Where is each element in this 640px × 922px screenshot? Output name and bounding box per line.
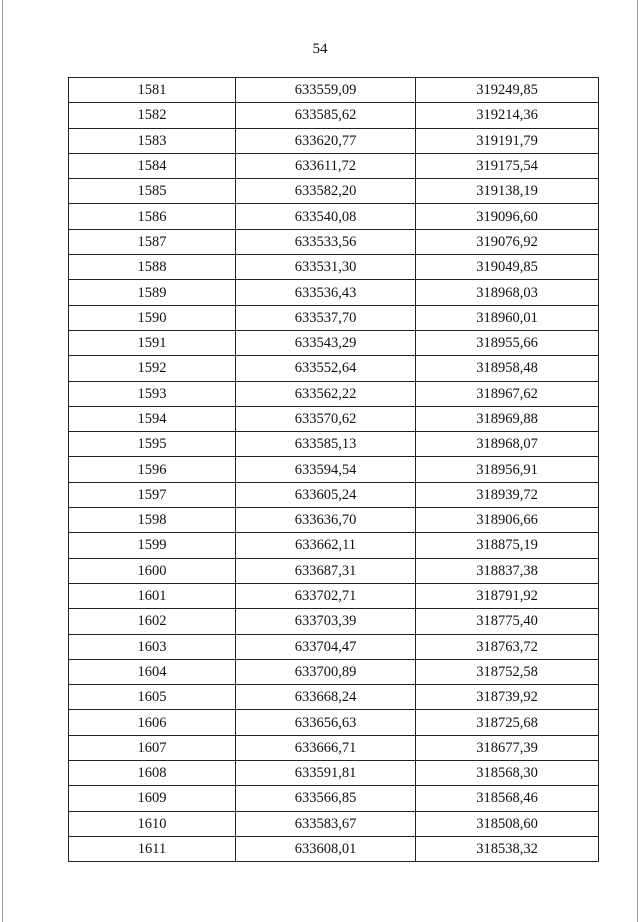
x-coordinate-cell: 633533,56 xyxy=(236,229,416,254)
table-row xyxy=(69,533,599,558)
y-coordinate-cell: 318752,58 xyxy=(416,659,599,684)
point-number-cell: 1604 xyxy=(69,659,236,684)
x-coordinate-cell: 633537,70 xyxy=(236,305,416,330)
point-number-cell: 1606 xyxy=(69,710,236,735)
point-number-cell: 1581 xyxy=(69,78,236,103)
y-coordinate-cell: 318969,88 xyxy=(416,406,599,431)
table-row xyxy=(69,330,599,355)
y-coordinate-cell: 318968,03 xyxy=(416,280,599,305)
table-row xyxy=(69,811,599,836)
point-number-cell: 1598 xyxy=(69,508,236,533)
x-coordinate-cell: 633585,13 xyxy=(236,432,416,457)
y-coordinate-cell: 318508,60 xyxy=(416,811,599,836)
table-row xyxy=(69,761,599,786)
point-number-cell: 1599 xyxy=(69,533,236,558)
x-coordinate-cell: 633662,11 xyxy=(236,533,416,558)
y-coordinate-cell: 318568,46 xyxy=(416,786,599,811)
table-row xyxy=(69,836,599,861)
y-coordinate-cell: 318960,01 xyxy=(416,305,599,330)
y-coordinate-cell: 319175,54 xyxy=(416,153,599,178)
y-coordinate-cell: 318875,19 xyxy=(416,533,599,558)
y-coordinate-cell: 319096,60 xyxy=(416,204,599,229)
x-coordinate-cell: 633700,89 xyxy=(236,659,416,684)
x-coordinate-cell: 633559,09 xyxy=(236,78,416,103)
point-number-cell: 1588 xyxy=(69,255,236,280)
x-coordinate-cell: 633583,67 xyxy=(236,811,416,836)
x-coordinate-cell: 633620,77 xyxy=(236,128,416,153)
point-number-cell: 1602 xyxy=(69,609,236,634)
x-coordinate-cell: 633702,71 xyxy=(236,583,416,608)
y-coordinate-cell: 319049,85 xyxy=(416,255,599,280)
table-row xyxy=(69,634,599,659)
point-number-cell: 1583 xyxy=(69,128,236,153)
table-row xyxy=(69,128,599,153)
table-row xyxy=(69,204,599,229)
y-coordinate-cell: 318677,39 xyxy=(416,735,599,760)
x-coordinate-cell: 633703,39 xyxy=(236,609,416,634)
point-number-cell: 1587 xyxy=(69,229,236,254)
table-row xyxy=(69,457,599,482)
x-coordinate-cell: 633540,08 xyxy=(236,204,416,229)
point-number-cell: 1607 xyxy=(69,735,236,760)
table-row xyxy=(69,381,599,406)
point-number-cell: 1596 xyxy=(69,457,236,482)
x-coordinate-cell: 633594,54 xyxy=(236,457,416,482)
y-coordinate-cell: 319214,36 xyxy=(416,103,599,128)
y-coordinate-cell: 318763,72 xyxy=(416,634,599,659)
point-number-cell: 1594 xyxy=(69,406,236,431)
table-row xyxy=(69,609,599,634)
point-number-cell: 1608 xyxy=(69,761,236,786)
table-row xyxy=(69,710,599,735)
point-number-cell: 1584 xyxy=(69,153,236,178)
y-coordinate-cell: 319076,92 xyxy=(416,229,599,254)
y-coordinate-cell: 318967,62 xyxy=(416,381,599,406)
point-number-cell: 1603 xyxy=(69,634,236,659)
x-coordinate-cell: 633531,30 xyxy=(236,255,416,280)
page-edge-right xyxy=(637,0,638,922)
x-coordinate-cell: 633570,62 xyxy=(236,406,416,431)
table-row xyxy=(69,558,599,583)
table-row xyxy=(69,482,599,507)
x-coordinate-cell: 633656,63 xyxy=(236,710,416,735)
page-number: 54 xyxy=(312,41,328,57)
point-number-cell: 1585 xyxy=(69,179,236,204)
point-number-cell: 1589 xyxy=(69,280,236,305)
y-coordinate-cell: 318837,38 xyxy=(416,558,599,583)
point-number-cell: 1605 xyxy=(69,685,236,710)
table-row xyxy=(69,153,599,178)
table-row xyxy=(69,255,599,280)
point-number-cell: 1590 xyxy=(69,305,236,330)
y-coordinate-cell: 318775,40 xyxy=(416,609,599,634)
y-coordinate-cell: 318939,72 xyxy=(416,482,599,507)
x-coordinate-cell: 633704,47 xyxy=(236,634,416,659)
point-number-cell: 1586 xyxy=(69,204,236,229)
x-coordinate-cell: 633668,24 xyxy=(236,685,416,710)
x-coordinate-cell: 633687,31 xyxy=(236,558,416,583)
table-row xyxy=(69,229,599,254)
table-row xyxy=(69,78,599,103)
x-coordinate-cell: 633666,71 xyxy=(236,735,416,760)
x-coordinate-cell: 633536,43 xyxy=(236,280,416,305)
point-number-cell: 1591 xyxy=(69,330,236,355)
page-edge-left xyxy=(2,0,3,922)
x-coordinate-cell: 633636,70 xyxy=(236,508,416,533)
x-coordinate-cell: 633582,20 xyxy=(236,179,416,204)
table-row xyxy=(69,735,599,760)
y-coordinate-cell: 318791,92 xyxy=(416,583,599,608)
y-coordinate-cell: 318538,32 xyxy=(416,836,599,861)
point-number-cell: 1600 xyxy=(69,558,236,583)
x-coordinate-cell: 633585,62 xyxy=(236,103,416,128)
y-coordinate-cell: 318958,48 xyxy=(416,356,599,381)
y-coordinate-cell: 319138,19 xyxy=(416,179,599,204)
point-number-cell: 1601 xyxy=(69,583,236,608)
x-coordinate-cell: 633562,22 xyxy=(236,381,416,406)
table-row xyxy=(69,280,599,305)
x-coordinate-cell: 633605,24 xyxy=(236,482,416,507)
table-row xyxy=(69,583,599,608)
table-row xyxy=(69,432,599,457)
x-coordinate-cell: 633608,01 xyxy=(236,836,416,861)
y-coordinate-cell: 318956,91 xyxy=(416,457,599,482)
coordinates-table-body xyxy=(69,78,599,862)
y-coordinate-cell: 318725,68 xyxy=(416,710,599,735)
table-row xyxy=(69,179,599,204)
x-coordinate-cell: 633552,64 xyxy=(236,356,416,381)
point-number-cell: 1611 xyxy=(69,836,236,861)
x-coordinate-cell: 633566,85 xyxy=(236,786,416,811)
point-number-cell: 1595 xyxy=(69,432,236,457)
y-coordinate-cell: 318739,92 xyxy=(416,685,599,710)
coordinates-table xyxy=(68,77,599,862)
table-row xyxy=(69,508,599,533)
x-coordinate-cell: 633543,29 xyxy=(236,330,416,355)
table-row xyxy=(69,356,599,381)
y-coordinate-cell: 318955,66 xyxy=(416,330,599,355)
table-row xyxy=(69,659,599,684)
point-number-cell: 1609 xyxy=(69,786,236,811)
point-number-cell: 1597 xyxy=(69,482,236,507)
point-number-cell: 1582 xyxy=(69,103,236,128)
x-coordinate-cell: 633591,81 xyxy=(236,761,416,786)
table-row xyxy=(69,685,599,710)
point-number-cell: 1593 xyxy=(69,381,236,406)
y-coordinate-cell: 318906,66 xyxy=(416,508,599,533)
point-number-cell: 1592 xyxy=(69,356,236,381)
y-coordinate-cell: 319191,79 xyxy=(416,128,599,153)
table-row xyxy=(69,103,599,128)
y-coordinate-cell: 319249,85 xyxy=(416,78,599,103)
table-row xyxy=(69,406,599,431)
y-coordinate-cell: 318568,30 xyxy=(416,761,599,786)
table-row xyxy=(69,786,599,811)
table-row xyxy=(69,305,599,330)
x-coordinate-cell: 633611,72 xyxy=(236,153,416,178)
y-coordinate-cell: 318968,07 xyxy=(416,432,599,457)
point-number-cell: 1610 xyxy=(69,811,236,836)
